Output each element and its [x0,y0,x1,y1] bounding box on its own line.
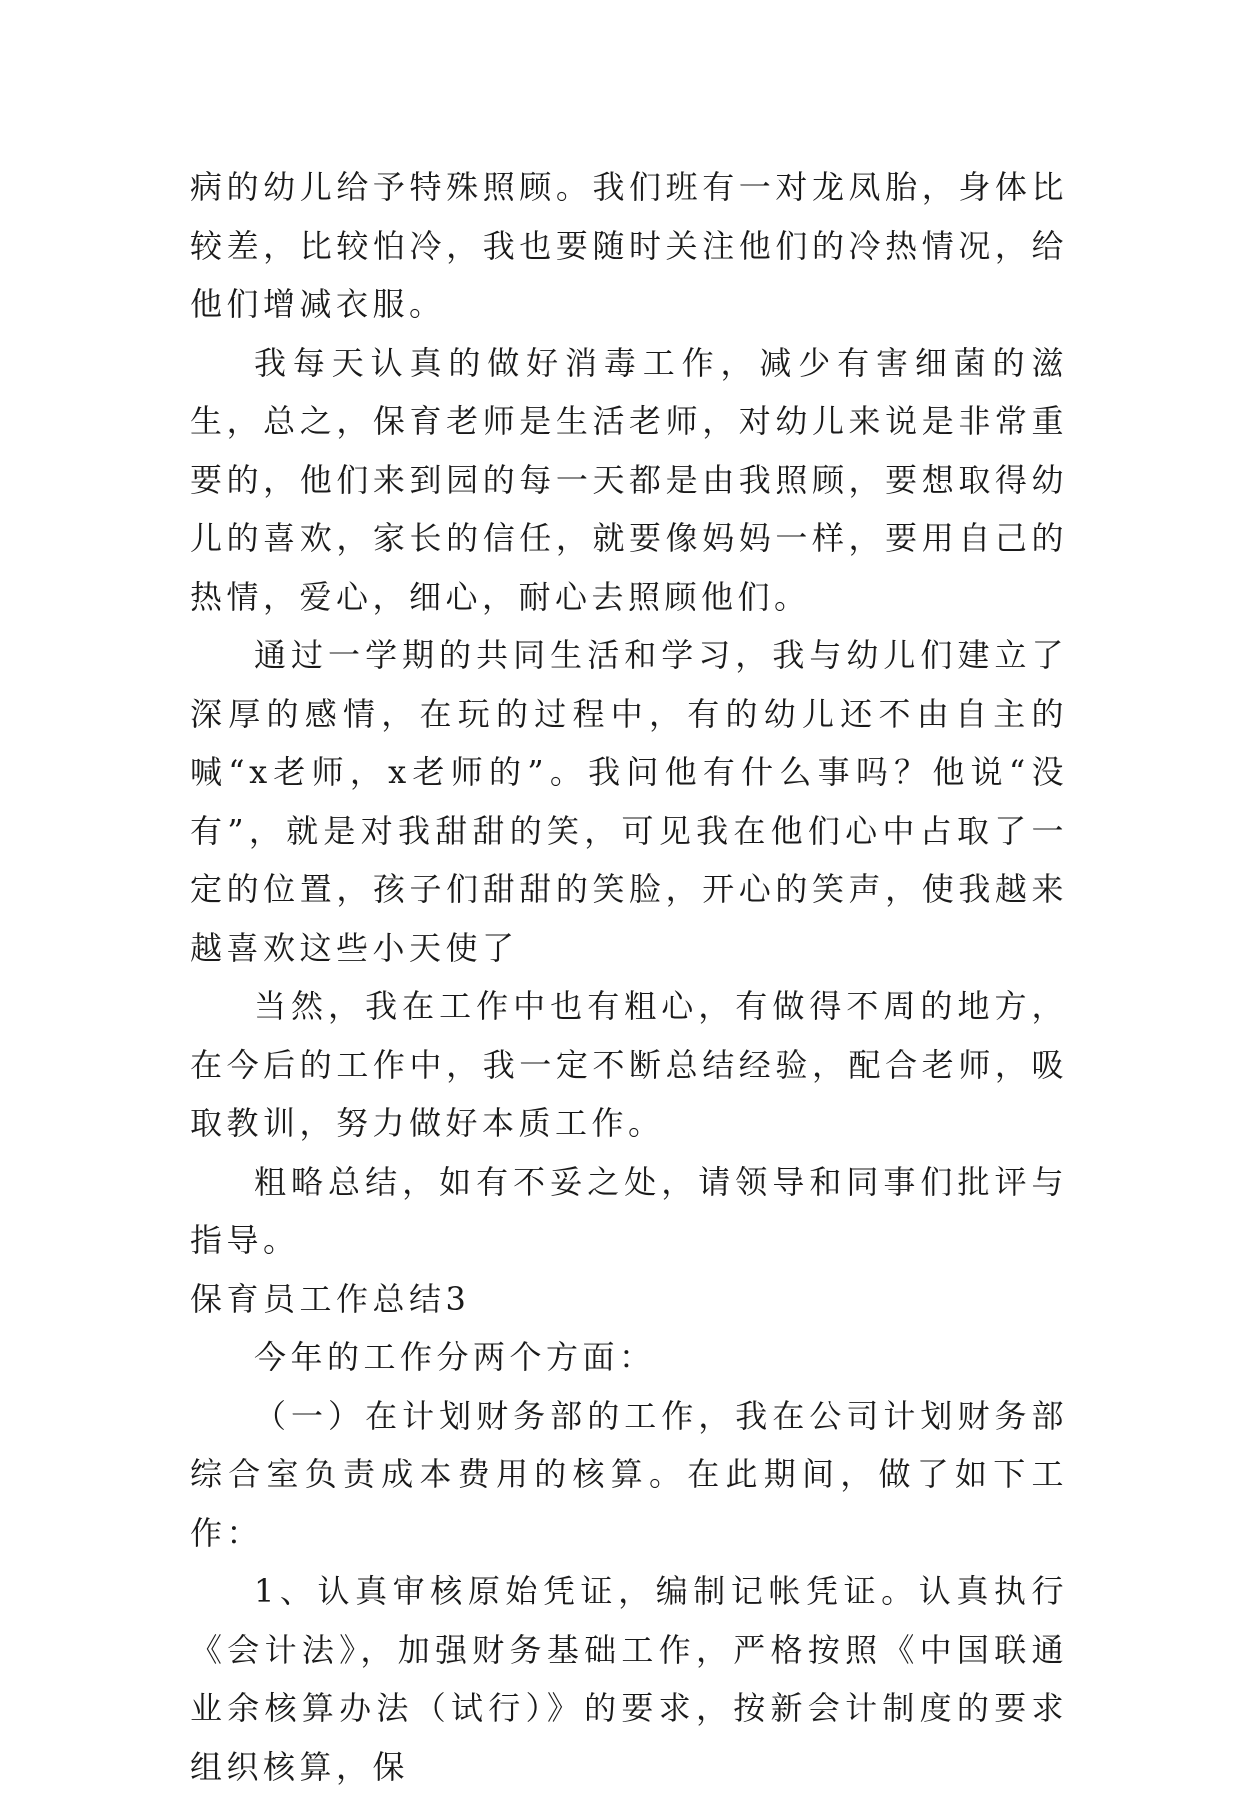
paragraph-7: （一）在计划财务部的工作，我在公司计划财务部综合室负责成本费用的核算。在此期间，做了如下工作： [190,1396,1068,1552]
paragraph-5: 粗略总结，如有不妥之处，请领导和同事们批评与指导。 [190,1162,1068,1259]
paragraph-2: 我每天认真的做好消毒工作，减少有害细菌的滋生，总之，保育老师是生活老师，对幼儿来说是非常重要的，他们来到园的每一天都是由我照顾，要想取得幼儿的喜欢，家长的信任，就要像妈妈一样，要用自己的热情，爱心，细心，耐心去照顾他们。 [190,343,1068,616]
paragraph-3: 通过一学期的共同生活和学习，我与幼儿们建立了深厚的感情，在玩的过程中，有的幼儿还不由自主的喊“x老师，x老师的”。我问他有什么事吗？他说“没有”，就是对我甜甜的笑，可见我在他们心中占取了一定的位置，孩子们甜甜的笑脸，开心的笑声，使我越来越喜欢这些小天使了 [190,636,1068,967]
section-heading: 保育员工作总结3 [190,1279,471,1318]
paragraph-4: 当然，我在工作中也有粗心，有做得不周的地方，在今后的工作中，我一定不断总结经验，配合老师，吸取教训，努力做好本质工作。 [190,987,1068,1142]
document-body [190,158,1068,1796]
paragraph-8: 1、认真审核原始凭证，编制记帐凭证。认真执行《会计法》，加强财务基础工作，严格按照《中国联通业余核算办法（试行）》的要求，按新会计制度的要求组织核算，保 [190,1572,1068,1786]
paragraph-6: 今年的工作分两个方面： [254,1338,656,1376]
paragraph-1: 病的幼儿给予特殊照顾。我们班有一对龙凤胎，身体比较差，比较怕冷，我也要随时关注他们的冷热情况，给他们增减衣服。 [190,168,1068,323]
